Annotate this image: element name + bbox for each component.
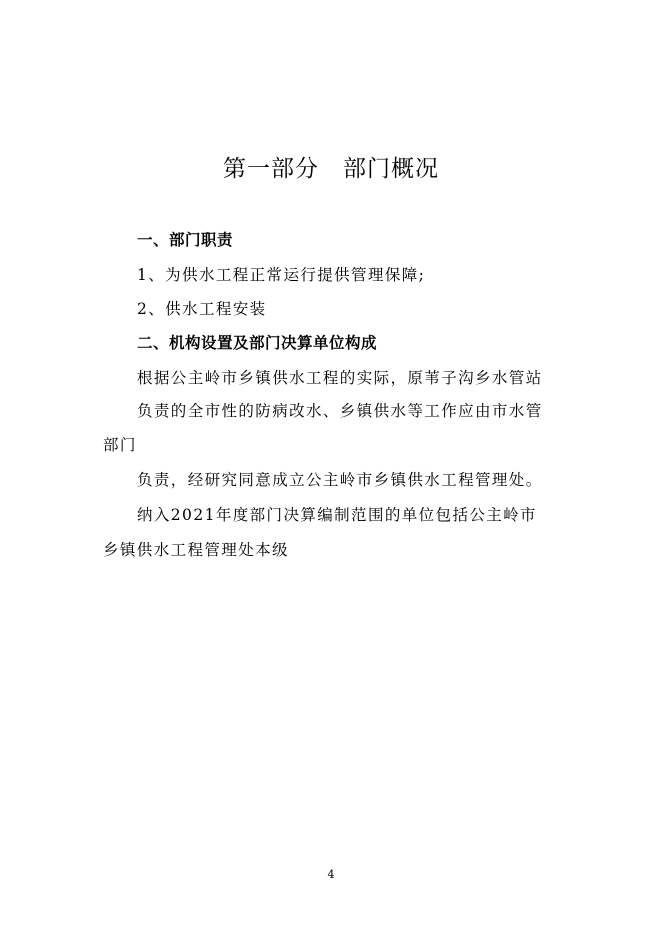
page-title: 第一部分 部门概况 [223,156,439,182]
paragraph-line-2: 负责的全市性的防病改水、乡镇供水等工作应由市水管 [137,402,543,420]
section-heading-duties: 一、部门职责 [137,231,234,249]
paragraph-line-1: 根据公主岭市乡镇供水工程的实际，原苇子沟乡水管站 [137,369,543,387]
paragraph-line-6: 乡镇供水工程管理处本级 [103,541,289,559]
paragraph-line-4: 负责，经研究同意成立公主岭市乡镇供水工程管理处。 [137,471,543,489]
paragraph-line-5: 纳入2021年度部门决算编制范围的单位包括公主岭市 [137,506,537,524]
duty-item-2: 2、供水工程安装 [137,300,267,318]
duty-item-1: 1、为供水工程正常运行提供管理保障; [137,266,426,284]
page-number: 4 [327,868,335,881]
section-heading-structure: 二、机构设置及部门决算单位构成 [137,334,378,352]
paragraph-line-3: 部门 [103,436,137,454]
